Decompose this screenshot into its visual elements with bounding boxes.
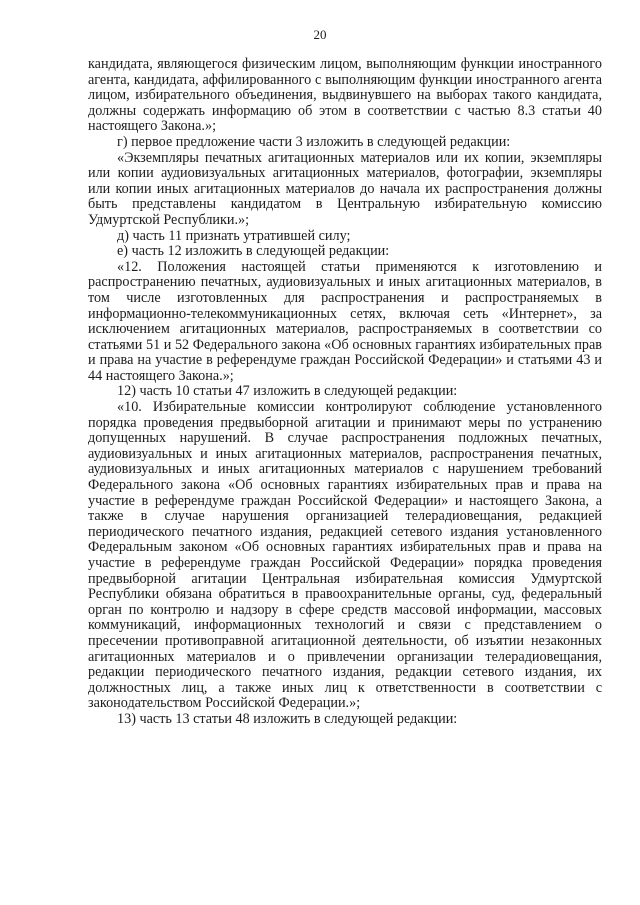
- paragraph-item-e: е) часть 12 изложить в следующей редакции:: [117, 243, 390, 260]
- paragraph-item-13: 13) часть 13 статьи 48 изложить в следующей редакции:: [117, 710, 458, 727]
- paragraph-quote-copies: «Экземпляры печатных агитационных материалов или их копии, экземпляры или копии аудиовизуальных агитационных материалов, фотографии, экземпляры или копии иных агитационных материалов до начала их распространения должны быть представлены кандидатом в Центральную избирательную комиссию Удмуртской Республики.»;: [88, 149, 602, 228]
- paragraph-item-d: д) часть 11 признать утратившей силу;: [117, 227, 351, 244]
- page-number: 20: [313, 27, 327, 42]
- paragraph-item-12: 12) часть 10 статьи 47 изложить в следующей редакции:: [117, 383, 458, 400]
- paragraph-item-g: г) первое предложение части 3 изложить в следующей редакции:: [117, 133, 511, 150]
- document-body: [88, 57, 602, 728]
- paragraph-continuation: кандидата, являющегося физическим лицом, выполняющим функции иностранного агента, кандидата, аффилированного с выполняющим функции иностранного агента лицом, избирательного объединения, выдвинувшего на выборах такого кандидата, должны содержать информацию об этом в соответствии с частью 8.3 статьи 40 настоящего Закона.»;: [88, 56, 602, 135]
- paragraph-quote-part-12: «12. Положения настоящей статьи применяются к изготовлению и распространению печатных, аудиовизуальных и иных агитационных материалов, в том числе изготовленных для распространения и распространяемых в информационно-телекоммуникационных сетях, включая сеть «Интернет», за исключением агитационных материалов, распространяемых в соответствии со статьями 51 и 52 Федерального закона «Об основных гарантиях избирательных прав и права на участие в референдуме граждан Российской Федерации» и статьями 43 и 44 настоящего Закона.»;: [88, 258, 602, 384]
- paragraph-quote-part-10: «10. Избирательные комиссии контролируют соблюдение установленного порядка проведения предвыборной агитации и принимают меры по устранению допущенных нарушений. В случае распространения подложных печатных, аудиовизуальных и иных агитационных материалов, распространения печатных, аудиовизуальных и иных агитационных материалов с нарушением требований Федерального закона «Об основных гарантиях избирательных прав и права на участие в референдуме граждан Российской Федерации» и настоящего Закона, а также в случае нарушения организацией телерадиовещания, редакцией периодического печатного издания, редакцией сетевого издания установленного Федеральным законом «Об основных гарантиях избирательных прав и права на участие в референдуме граждан Российской Федерации» порядка проведения предвыборной агитации Центральная избирательная комиссия Удмуртской Республики обязана обратиться в правоохранительные органы, суд, федеральный орган по контролю и надзору в сфере средств массовой информации, массовых коммуникаций, информационных технологий и связи с представлением о пресечении противоправной агитационной деятельности, об изъятии незаконных агитационных материалов и о привлечении организации телерадиовещания, редакции периодического печатного издания, редакции сетевого издания, их должностных лиц, а также иных лиц к ответственности в соответствии с законодательством Российской Федерации.»;: [88, 399, 602, 712]
